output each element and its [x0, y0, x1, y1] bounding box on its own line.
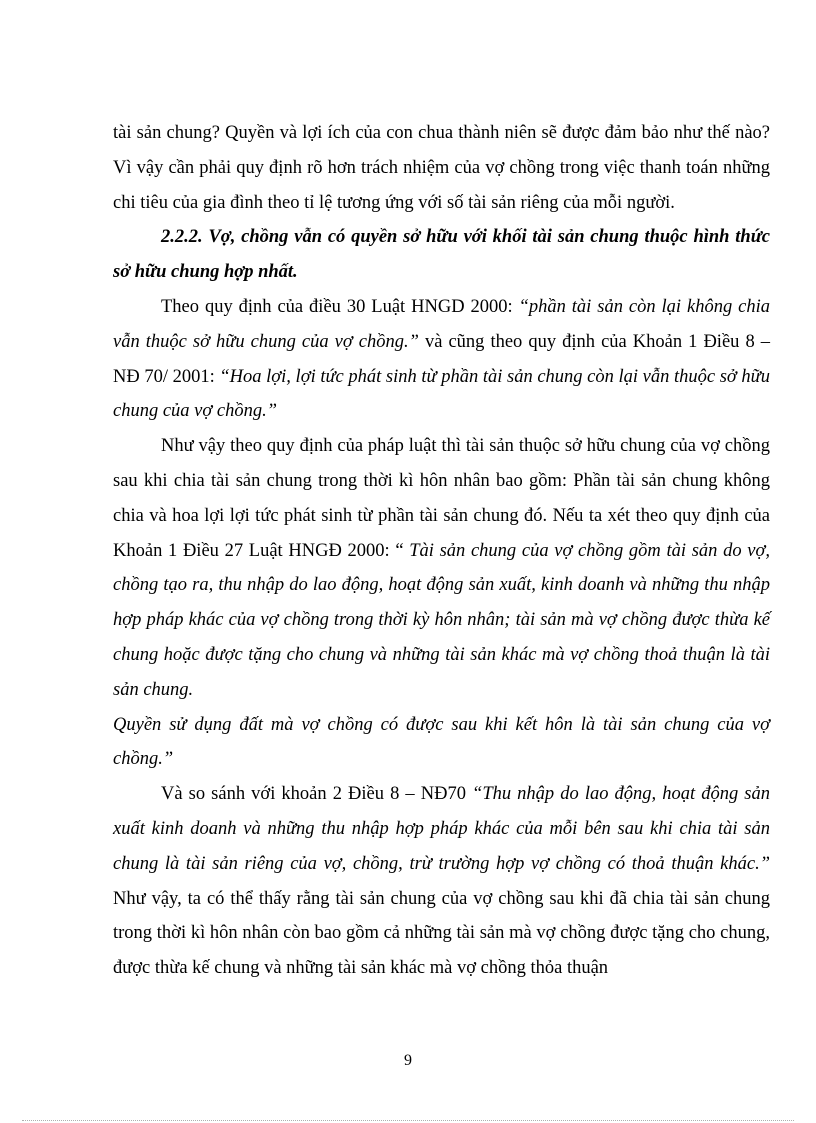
paragraph-text: Như vậy, ta có thể thấy rằng tài sản chung của vợ chồng sau khi đã chia tài sản chung trong thời kì hôn nhân còn bao gồm cả những tài sản mà vợ chồng được tặng cho chung, được thừa kế chung và những tài sản khác mà vợ chồng thỏa thuận: [113, 888, 770, 979]
page-bottom-divider: [22, 1120, 794, 1121]
legal-quote: “Thu nhập do lao động, hoạt động sản xuất kinh doanh và những thu nhập hợp pháp khác của mỗi bên sau khi chia tài sản chung là tài sản riêng của vợ, chồng, trừ trường hợp vợ chồng có thoả thuận khác.”: [113, 784, 771, 874]
paragraph-text: Theo quy định của điều 30 Luật HNGD 2000:: [161, 296, 519, 317]
paragraph-article-27: [113, 429, 770, 707]
legal-quote: “phần tài sản còn lại không chia vẫn thuộc sở hữu chung của vợ chồng.”: [113, 296, 770, 352]
body-text: [113, 116, 770, 986]
paragraph-text: và cũng theo quy định của Khoản 1 Điều 8 – NĐ 70/ 2001:: [113, 331, 770, 387]
legal-quote: Tài sản chung của vợ chồng gồm tài sản do vợ, chồng tạo ra, thu nhập do lao động, hoạt động sản xuất, kinh doanh và những thu nhập hợp pháp khác của vợ chồng trong thời kỳ hôn nhân; tài sản mà vợ chồng được thừa kế chung hoặc được tặng cho chung và những tài sản khác mà vợ chồng thoả thuận là tài sản chung.: [113, 540, 770, 700]
section-heading: 2.2.2. Vợ, chồng vẫn có quyền sở hữu với khối tài sản chung thuộc hình thức sở hữu chung hợp nhất.: [113, 227, 770, 283]
legal-quote: “Hoa lợi, lợi tức phát sinh từ phần tài sản chung còn lại vẫn thuộc sở hữu chung của vợ chồng.”: [113, 366, 771, 422]
paragraph-decree-70: [113, 777, 770, 986]
paragraph-article-30: [113, 290, 770, 429]
paragraph-continuation: tài sản chung? Quyền và lợi ích của con chua thành niên sẽ được đảm bảo như thế nào? Vì vậy cần phải quy định rõ hơn trách nhiệm của vợ chồng trong việc thanh toán những chi tiêu của gia đình theo tỉ lệ tương ứng với số tài sản riêng của mỗi người.: [113, 123, 770, 213]
paragraph-land-use-quote: Quyền sử dụng đất mà vợ chồng có được sau khi kết hôn là tài sản chung của vợ chồng.”: [113, 714, 770, 770]
paragraph-text: Như vậy theo quy định của pháp luật thì tài sản thuộc sở hữu chung của vợ chồng sau khi chia tài sản chung trong thời kì hôn nhân bao gồm: Phần tài sản chung không chia và hoa lợi lợi tức phát sinh từ phần tài sản chung đó. Nếu ta xét theo quy định của Khoản 1 Điều 27 Luật HNGĐ 2000: “: [113, 436, 770, 561]
page-number: 9: [404, 1052, 412, 1069]
paragraph-text: Và so sánh với khoản 2 Điều 8 – NĐ70: [161, 784, 473, 805]
